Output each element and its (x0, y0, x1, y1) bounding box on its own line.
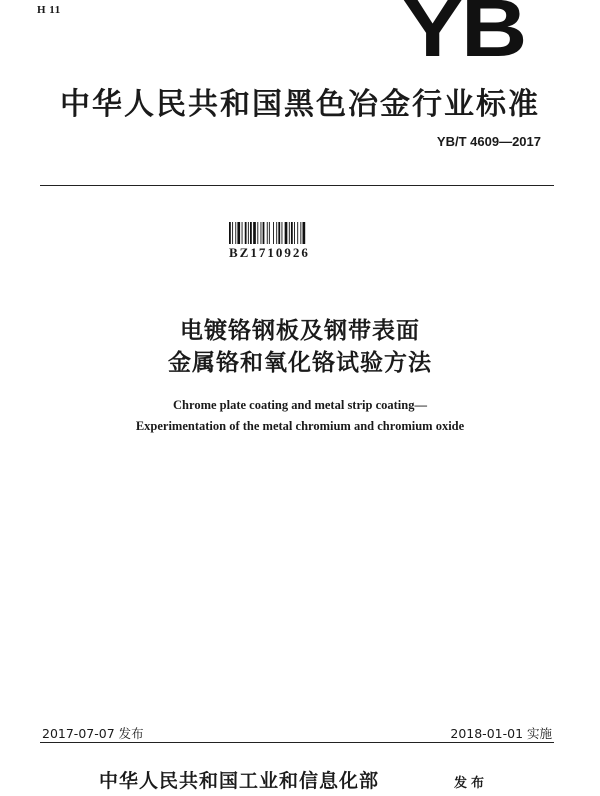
english-title-line-2: Experimentation of the metal chromium and chromium oxide (135, 419, 465, 433)
standard-number: YB/T 4609—2017 (436, 134, 541, 149)
issue-date: 2017-07-07 发布 (42, 726, 144, 741)
implementation-date: 2018-01-01 实施 (450, 726, 552, 741)
classification-code: H 11 (37, 4, 61, 16)
top-divider (40, 185, 554, 186)
chinese-title-line-1: 电镀铬钢板及钢带表面 (180, 318, 420, 344)
standard-category-title: 中华人民共和国黑色冶金行业标准 (60, 87, 540, 122)
bottom-divider (40, 742, 554, 743)
issue-label: 发布 (454, 776, 489, 791)
barcode-icon (229, 222, 335, 244)
issuing-body: 中华人民共和国工业和信息化部 (99, 770, 380, 792)
yb-logo: YB (402, 0, 526, 74)
english-title-line-1: Chrome plate coating and metal strip coating— (173, 398, 427, 412)
chinese-title-line-2: 金属铬和氧化铬试验方法 (168, 350, 432, 376)
barcode-number: BZ1710926 (229, 245, 310, 260)
